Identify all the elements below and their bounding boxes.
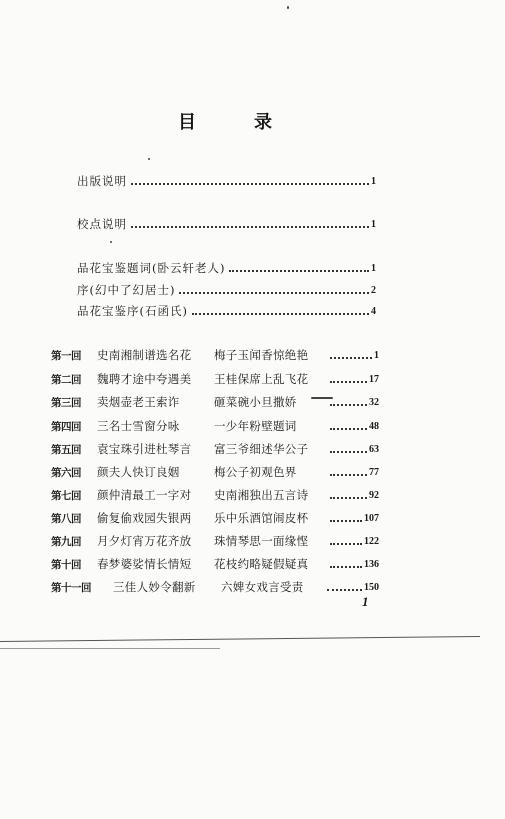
entry-title: 序(幻中了幻居士) bbox=[77, 283, 176, 297]
leader-dots bbox=[229, 270, 369, 272]
leader-dots bbox=[330, 428, 367, 430]
chapter-title-b: 花枝约略疑假疑真 bbox=[214, 557, 309, 571]
toc-chapter-2[interactable] bbox=[51, 369, 379, 389]
toc-entry-inscription[interactable] bbox=[77, 259, 377, 277]
chapter-number: 第二回 bbox=[51, 373, 81, 386]
leader-dots bbox=[179, 292, 369, 294]
chapter-title-b: 王桂保席上乱飞花 bbox=[214, 372, 309, 386]
chapter-number: 第十一回 bbox=[51, 581, 91, 594]
entry-title: 品花宝鉴序(石函氏) bbox=[77, 304, 188, 318]
chapter-page: 122 bbox=[364, 535, 379, 547]
chapter-title-b: 一少年粉壁题词 bbox=[214, 419, 297, 433]
toc-chapter-9[interactable] bbox=[51, 531, 379, 551]
chapter-title-a: 卖烟壶老王索诈 bbox=[97, 395, 180, 409]
chapter-page: 48 bbox=[369, 420, 379, 432]
chapter-page: 32 bbox=[369, 396, 379, 408]
chapter-number: 第八回 bbox=[51, 512, 81, 525]
toc-chapter-8[interactable] bbox=[51, 508, 379, 528]
toc-entry-preface-2[interactable] bbox=[77, 302, 377, 320]
scan-smudge bbox=[311, 397, 333, 399]
chapter-title-b: 梅子玉闻香惊绝艳 bbox=[214, 348, 309, 362]
chapter-number: 第五回 bbox=[51, 443, 81, 456]
entry-page: 1 bbox=[371, 175, 377, 187]
chapter-page: 77 bbox=[369, 466, 379, 478]
chapter-page: 92 bbox=[369, 489, 379, 501]
chapter-number: 第三回 bbox=[51, 396, 81, 409]
toc-chapter-10[interactable] bbox=[51, 554, 379, 574]
chapter-page: 1 bbox=[374, 349, 379, 361]
chapter-title-b: 六婢女戏言受责 bbox=[221, 580, 304, 594]
toc-chapter-11[interactable] bbox=[51, 577, 379, 597]
page-number: 1 bbox=[362, 594, 369, 609]
chapter-title-a: 魏聘才途中夸遇美 bbox=[97, 372, 192, 386]
entry-page: 2 bbox=[371, 284, 377, 296]
leader-dots bbox=[131, 183, 369, 185]
toc-chapter-6[interactable] bbox=[51, 462, 379, 482]
toc-chapter-1[interactable] bbox=[51, 345, 379, 365]
leader-dots bbox=[192, 313, 369, 315]
chapter-title-a: 偷复偷戏园失银两 bbox=[97, 511, 192, 525]
leader-dots bbox=[330, 497, 367, 499]
chapter-number: 第四回 bbox=[51, 420, 81, 433]
chapter-page: 150 bbox=[364, 581, 379, 593]
chapter-page: 136 bbox=[364, 558, 379, 570]
chapter-page: 107 bbox=[364, 512, 379, 524]
chapter-title-a: 月夕灯宵万花齐放 bbox=[97, 534, 192, 548]
scan-speck bbox=[287, 6, 289, 9]
page-title: 目 录 bbox=[178, 112, 292, 133]
scan-edge-line bbox=[0, 636, 480, 642]
toc-chapter-7[interactable] bbox=[51, 485, 379, 505]
leader-dots bbox=[327, 589, 362, 591]
chapter-number: 第一回 bbox=[51, 349, 81, 362]
toc-entry-publication-note[interactable] bbox=[77, 172, 377, 190]
chapter-title-a: 颜夫人快订良姻 bbox=[97, 465, 180, 479]
chapter-title-a: 春梦婆娑情长情短 bbox=[97, 557, 192, 571]
chapter-title-b: 富三爷细述华公子 bbox=[214, 442, 309, 456]
chapter-number: 第六回 bbox=[51, 466, 81, 479]
toc-chapter-5[interactable] bbox=[51, 439, 379, 459]
entry-page: 1 bbox=[371, 218, 377, 230]
chapter-title-a: 颜仲清最工一字对 bbox=[97, 488, 192, 502]
scan-speck bbox=[110, 241, 112, 243]
chapter-page: 17 bbox=[369, 373, 379, 385]
toc-chapter-3[interactable] bbox=[51, 392, 379, 412]
entry-title: 校点说明 bbox=[77, 217, 127, 231]
chapter-title-a: 史南湘制谱选名花 bbox=[97, 348, 192, 362]
chapter-number: 第十回 bbox=[51, 558, 81, 571]
chapter-title-a: 三名士雪窗分咏 bbox=[97, 419, 180, 433]
toc-chapter-4[interactable] bbox=[51, 416, 379, 436]
chapter-title-b: 史南湘独出五言诗 bbox=[214, 488, 309, 502]
leader-dots bbox=[330, 543, 362, 545]
chapter-number: 第九回 bbox=[51, 535, 81, 548]
chapter-title-a: 三佳人妙令翻新 bbox=[113, 580, 196, 594]
leader-dots bbox=[330, 474, 367, 476]
leader-dots bbox=[330, 404, 367, 406]
chapter-title-b: 乐中乐酒馆闹皮杯 bbox=[214, 511, 309, 525]
entry-page: 4 bbox=[371, 305, 377, 317]
scan-speck bbox=[148, 158, 150, 160]
scan-edge-line-faint bbox=[0, 648, 220, 649]
leader-dots bbox=[330, 381, 367, 383]
chapter-title-b: 梅公子初观色界 bbox=[214, 465, 297, 479]
chapter-title-b: 砸菜碗小旦撒娇 bbox=[214, 395, 297, 409]
leader-dots bbox=[330, 451, 367, 453]
entry-title: 出版说明 bbox=[77, 174, 127, 188]
entry-page: 1 bbox=[371, 262, 377, 274]
chapter-title-b: 珠情琴思一面缘悭 bbox=[214, 534, 309, 548]
leader-dots bbox=[131, 226, 369, 228]
toc-entry-preface-1[interactable] bbox=[77, 281, 377, 299]
leader-dots bbox=[330, 357, 372, 359]
chapter-title-a: 袁宝珠引进杜琴言 bbox=[97, 442, 192, 456]
leader-dots bbox=[330, 566, 362, 568]
chapter-number: 第七回 bbox=[51, 489, 81, 502]
leader-dots bbox=[330, 520, 362, 522]
chapter-page: 63 bbox=[369, 443, 379, 455]
toc-entry-collation-note[interactable] bbox=[77, 215, 377, 233]
entry-title: 品花宝鉴题词(卧云轩老人) bbox=[77, 261, 226, 275]
